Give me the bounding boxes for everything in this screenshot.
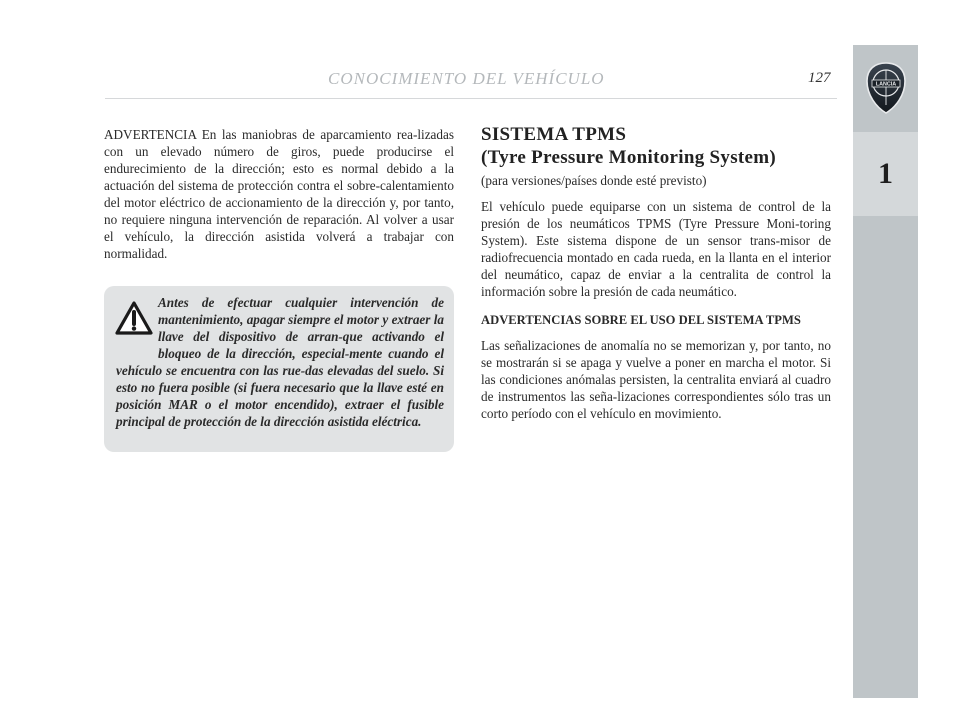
section-title <box>481 123 831 169</box>
icon-spacer <box>116 294 158 346</box>
section-title-line2: (Tyre Pressure Monitoring System) <box>481 147 777 168</box>
chapter-number: 1 <box>878 157 893 190</box>
advertencia-paragraph: ADVERTENCIA En las maniobras de aparcamiento rea-lizadas con un elevado número de giros, puede producirse el endurecimiento de la dirección; esto es normal debido a la actuación del sistema de protección contra el sobre-calentamiento del motor eléctrico de accionamiento de la dirección y, por tanto, no requiere ninguna intervención de reparación. Al volver a usar el vehículo, la dirección asistida volverá a trabajar con normalidad. <box>104 127 454 261</box>
chapter-indicator <box>853 132 918 216</box>
tpms-warnings-subheading: ADVERTENCIAS SOBRE EL USO DEL SISTEMA TPMS <box>481 313 801 327</box>
tpms-description-paragraph: El vehículo puede equiparse con un sistema de control de la presión de los neumáticos TPMS (Tyre Pressure Moni-toring System). Este sistema dispone de un sensor trans-misor de radiofrecuencia montado en cada rueda, en la llanta en el interior del neumático, capaz de enviar a la centralita de control la información sobre la presión de cada neumático. <box>481 199 831 299</box>
header-divider <box>105 98 837 99</box>
warning-text-body: Antes de efectuar cualquier intervención de mantenimiento, apagar siempre el motor y extraer la llave del dispositivo de arran-que activando el bloqueo de la dirección, especial-mente cuando el vehículo se encuentra con las rue-das elevadas del suelo. Si esto no fuera posible (si fuera necesario que la llave esté en posición MAR o el motor encendido), extraer el fusible principal de protección de la dirección asistida eléctrica. <box>116 295 444 429</box>
warning-box <box>104 286 454 452</box>
tpms-warnings-paragraph: Las señalizaciones de anomalía no se memorizan y, por tanto, no se mostrarán si se apaga y vuelve a poner en marcha el motor. Si las condiciones anómalas persisten, la centralita enviará al cuadro de instrumentos las seña-lizaciones correspondientes sólo tras un corto período con el vehículo en movimiento. <box>481 338 831 421</box>
section-title-line1: SISTEMA TPMS <box>481 124 627 145</box>
warning-text <box>116 294 444 430</box>
chapter-side-tab <box>853 45 918 698</box>
side-tab-lower <box>853 218 918 698</box>
page-number: 127 <box>808 70 831 86</box>
section-subtitle: (para versiones/países donde esté previsto) <box>481 173 707 188</box>
left-column <box>104 126 454 262</box>
logo-box <box>853 45 918 130</box>
logo-lettering: LANCIA <box>875 81 896 88</box>
running-header-title: CONOCIMIENTO DEL VEHÍCULO <box>328 69 605 88</box>
lancia-logo-icon <box>863 61 909 115</box>
right-column <box>481 123 831 422</box>
